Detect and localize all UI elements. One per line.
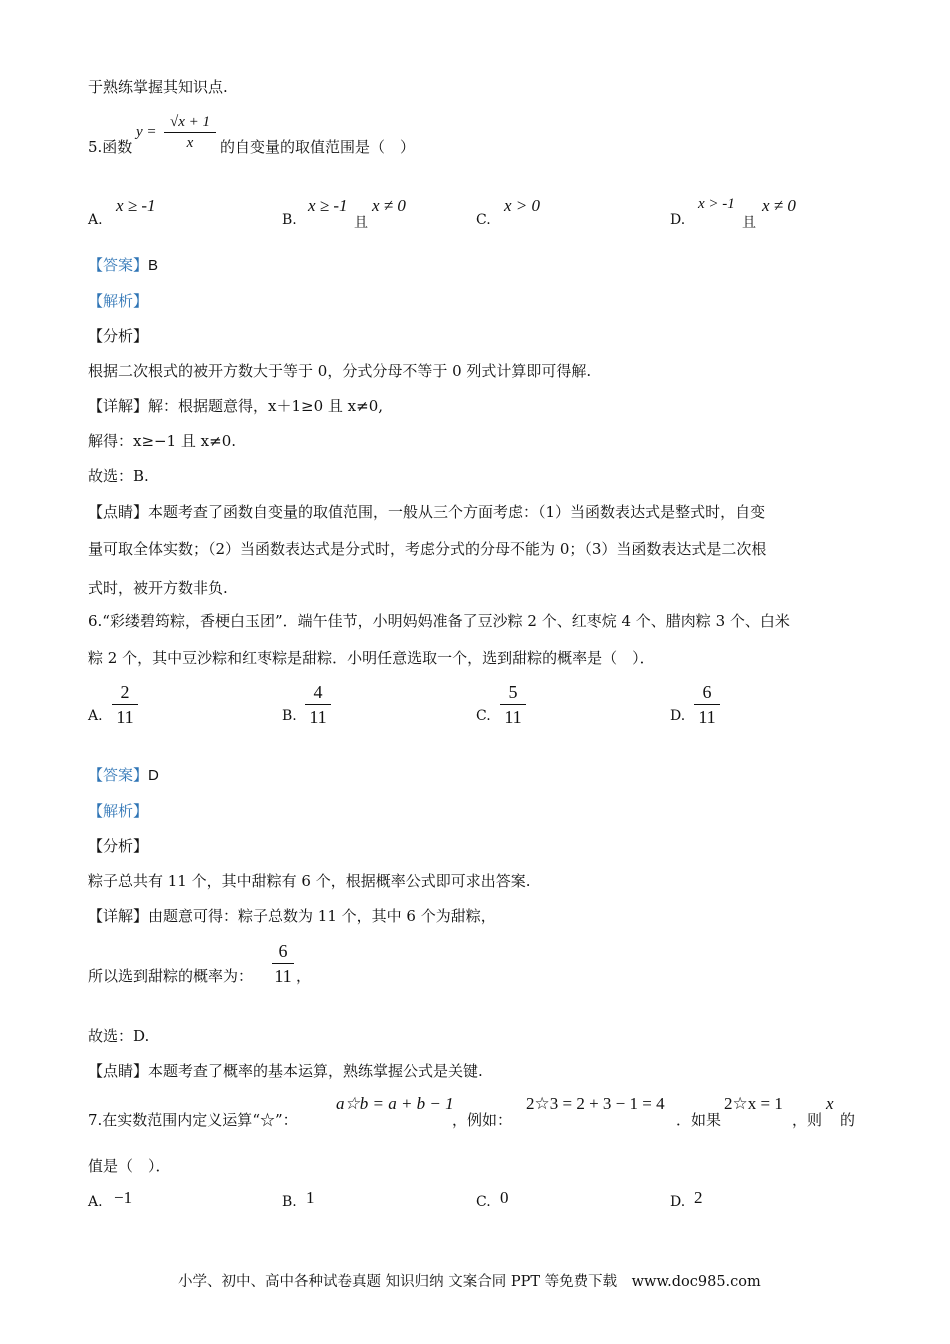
q7-option-c-label[interactable]: C.: [476, 1194, 491, 1210]
q5-detail-tag: 【详解】: [88, 397, 149, 415]
q7-option-a-value: −1: [114, 1188, 133, 1207]
q6-prob-fraction: [272, 940, 294, 987]
q6-stem-line-2: 粽 2 个，其中豆沙粽和红枣粽是甜粽．小明任意选取一个，选到甜粽的概率是（ ）．: [88, 649, 655, 667]
q6-detail-line: [88, 905, 496, 927]
q7-stem-a: 7.在实数范围内定义运算“☆”：: [88, 1111, 298, 1129]
q6-fenxi-text: 粽子总共有 11 个，其中甜粽有 6 个，根据概率公式即可求出答案.: [88, 872, 531, 890]
q6-option-a-num: 2: [120, 682, 130, 702]
q5-option-b-expr: x ≥ -1: [308, 196, 348, 215]
q7-example: 2☆3 = 2 + 3 − 1 = 4: [526, 1094, 665, 1113]
q5-option-b-label[interactable]: B.: [282, 212, 297, 228]
q5-stem-prefix: 5.函数: [88, 138, 133, 156]
q7-definition: a☆b = a + b − 1: [336, 1094, 454, 1113]
q5-option-d-expr: x > -1: [698, 196, 735, 212]
q5-formula-numerator: √x + 1: [169, 114, 210, 130]
q5-fenxi-text: 根据二次根式的被开方数大于等于 0，分式分母不等于 0 列式计算即可得解.: [88, 362, 592, 380]
q6-option-b-den: 11: [309, 707, 327, 727]
q6-option-c-bar: [500, 704, 526, 705]
q5-comment-text-1: 本题考查了函数自变量的取值范围，一般从三个方面考虑：（1）当函数表达式是整式时，自变: [148, 503, 766, 521]
q5-answer-line: [88, 254, 158, 277]
q6-prob-suffix: ，: [296, 967, 312, 985]
q7-stem-b: ，例如：: [452, 1111, 513, 1129]
q6-option-d-label[interactable]: D.: [670, 708, 686, 724]
q7-stem-line-2: 值是（ ）．: [88, 1157, 171, 1175]
q5-option-b-mid: 且: [354, 215, 368, 231]
q6-option-b-fraction: [305, 681, 331, 728]
q5-formula-fraction: [164, 112, 216, 153]
q7-variable: x: [826, 1094, 834, 1113]
q5-choose: 故选：B.: [88, 467, 149, 485]
q6-fenxi-tag: 【分析】: [88, 837, 149, 855]
q5-answer-tag: 【答案】: [88, 256, 149, 274]
q6-option-c-label[interactable]: C.: [476, 708, 491, 724]
q6-option-a-den: 11: [116, 707, 134, 727]
page-footer[interactable]: 小学、初中、高中各种试卷真题 知识归纳 文案合同 PPT 等免费下载 www.doc985.com: [178, 1274, 761, 1290]
q5-option-d-mid: 且: [742, 215, 756, 231]
q5-stem: [88, 130, 133, 156]
intro-line: 于熟练掌握其知识点.: [88, 78, 228, 96]
q5-option-d-tail: x ≠ 0: [762, 196, 796, 215]
q6-option-a-fraction: [112, 681, 138, 728]
q7-option-a-label[interactable]: A.: [88, 1194, 103, 1210]
q5-option-c-label[interactable]: C.: [476, 212, 491, 228]
q6-analysis-tag: 【解析】: [88, 802, 149, 820]
q7-stem-e: 的: [840, 1111, 856, 1129]
q6-option-a-bar: [112, 704, 138, 705]
q5-option-a-label[interactable]: A.: [88, 212, 103, 228]
q7-stem-d: ，则: [792, 1111, 823, 1129]
q6-prob-prefix: 所以选到甜粽的概率为：: [88, 967, 254, 985]
q7-condition: 2☆x = 1: [724, 1094, 783, 1113]
q7-stem-c: ．如果: [676, 1111, 722, 1129]
q5-comment-line-2: 量可取全体实数；（2）当函数表达式是分式时，考虑分式的分母不能为 0；（3）当函数表达式是二次根: [88, 540, 767, 558]
q6-answer-tag: 【答案】: [88, 766, 149, 784]
q6-option-d-fraction: [694, 681, 720, 728]
q6-prob-num: 6: [278, 941, 288, 961]
q5-option-b-tail: x ≠ 0: [372, 196, 406, 215]
q6-option-b-num: 4: [313, 682, 323, 702]
q5-analysis-tag: 【解析】: [88, 292, 149, 310]
q6-option-c-fraction: [500, 681, 526, 728]
q6-prob-den: 11: [274, 966, 292, 986]
q5-fenxi-tag: 【分析】: [88, 327, 149, 345]
q6-option-b-label[interactable]: B.: [282, 708, 297, 724]
q6-answer-value: D: [148, 767, 159, 784]
q6-detail-text: 由题意可得：粽子总数为 11 个，其中 6 个为甜粽，: [148, 907, 496, 925]
q6-choose: 故选：D.: [88, 1027, 150, 1045]
q6-comment-line: [88, 1060, 483, 1082]
q6-comment-tag: 【点睛】: [88, 1062, 149, 1080]
q5-comment-line-1: [88, 501, 765, 523]
q6-option-d-den: 11: [698, 707, 716, 727]
q7-option-d-label[interactable]: D.: [670, 1194, 686, 1210]
q6-option-d-num: 6: [702, 682, 712, 702]
q6-detail-tag: 【详解】: [88, 907, 149, 925]
q6-option-b-bar: [305, 704, 331, 705]
q5-option-d-label[interactable]: D.: [670, 212, 686, 228]
q6-option-a-label[interactable]: A.: [88, 708, 103, 724]
q7-option-d-value: 2: [694, 1188, 703, 1207]
q6-prob-bar: [272, 963, 294, 964]
q6-stem-line-1: 6.“彩缕碧筠粽，香梗白玉团”．端午佳节，小明妈妈准备了豆沙粽 2 个、红枣烷 4 个、腊肉粽 3 个、白米: [88, 612, 790, 630]
q7-option-b-value: 1: [306, 1188, 315, 1207]
q7-option-c-value: 0: [500, 1188, 509, 1207]
q5-answer-value: B: [148, 257, 159, 274]
q6-answer-line: [88, 764, 159, 787]
q5-formula-denominator: x: [186, 135, 194, 151]
q7-option-b-label[interactable]: B.: [282, 1194, 297, 1210]
q5-comment-tag: 【点睛】: [88, 503, 149, 521]
q6-option-c-num: 5: [508, 682, 518, 702]
q5-stem-suffix: 的自变量的取值范围是（ ）: [220, 138, 416, 156]
q5-detail-line: [88, 395, 383, 417]
q5-comment-line-3: 式时，被开方数非负.: [88, 579, 228, 597]
q5-detail-result: 解得：x≥−1 且 x≠0.: [88, 432, 237, 450]
q5-formula-lhs: y =: [136, 124, 157, 140]
q6-option-c-den: 11: [504, 707, 522, 727]
q5-detail-text: 解：根据题意得，x＋1≥0 且 x≠0,: [148, 397, 384, 415]
q5-option-a-expr: x ≥ -1: [116, 196, 156, 215]
q6-comment-text: 本题考查了概率的基本运算，熟练掌握公式是关键.: [148, 1062, 483, 1080]
q6-option-d-bar: [694, 704, 720, 705]
q5-option-c-expr: x > 0: [504, 196, 541, 215]
